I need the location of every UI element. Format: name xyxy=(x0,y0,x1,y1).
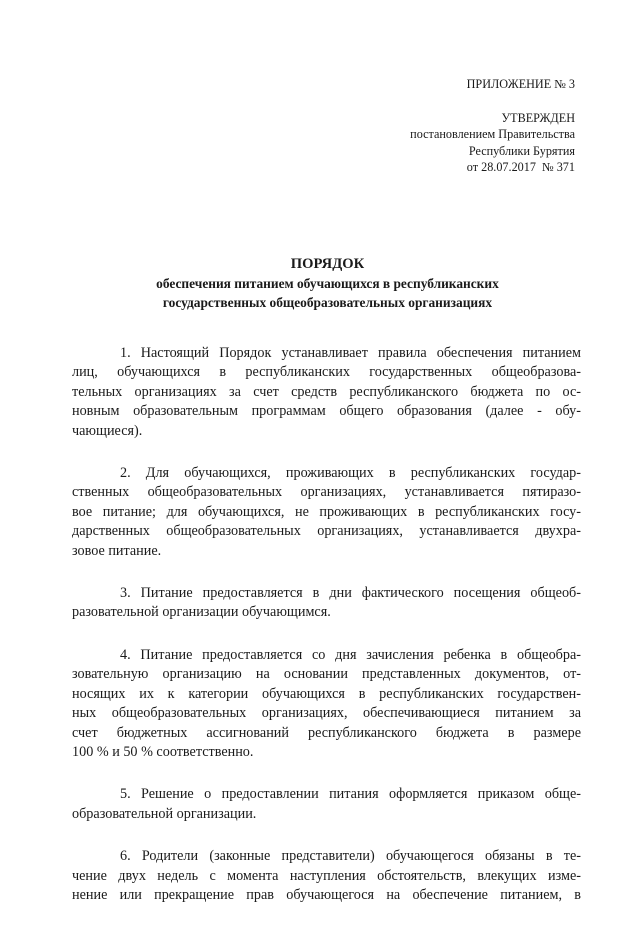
paragraph-2 xyxy=(72,464,581,561)
approval-line: УТВЕРЖДЕН xyxy=(501,111,575,125)
title-subtitle-line: обеспечения питанием обучающихся в республиканских xyxy=(156,276,499,291)
paragraph-1 xyxy=(72,344,581,441)
appendix-label: ПРИЛОЖЕНИЕ № 3 xyxy=(466,77,575,91)
text-line: 5. Решение о предоставлении питания оформляется приказом обще- xyxy=(120,786,581,803)
paragraph-3 xyxy=(72,584,581,623)
text-line: чающиеся). xyxy=(72,422,143,439)
document-title xyxy=(70,254,585,312)
text-line: 6. Родители (законные представители) обучающегося обязаны в те- xyxy=(120,848,581,865)
paragraph-6 xyxy=(72,847,581,905)
text-line: 4. Питание предоставляется со дня зачисления ребенка в общеобра- xyxy=(120,646,581,663)
document-body xyxy=(72,344,581,928)
text-line: 2. Для обучающихся, проживающих в республиканских государ- xyxy=(120,465,581,482)
paragraph-4 xyxy=(72,646,581,762)
text-line: 3. Питание предоставляется в дни фактического посещения общеоб- xyxy=(120,585,581,602)
text-line: нение или прекращение прав обучающегося на обеспечение питанием, в xyxy=(72,886,581,903)
text-line: зовательную организацию на основании представленных документов, от- xyxy=(72,666,581,683)
text-line: носящих их к категории обучающихся в республиканских государствен- xyxy=(72,685,581,702)
paragraph-5 xyxy=(72,785,581,824)
text-line: 1. Настоящий Порядок устанавливает правила обеспечения питанием xyxy=(120,345,581,361)
title-subtitle-line: государственных общеобразовательных организациях xyxy=(162,295,493,310)
text-line: дарственных общеобразовательных организациях, устанавливается двухра- xyxy=(72,523,581,540)
approval-block xyxy=(410,110,575,176)
text-line: счет бюджетных ассигнований республиканского бюджета в размере xyxy=(72,724,581,741)
text-line: ственных общеобразовательных организациях, устанавливается пятиразо- xyxy=(72,484,581,501)
text-line: чение двух недель с момента наступления обстоятельств, влекущих изме- xyxy=(72,867,581,884)
approval-line: постановлением Правительства xyxy=(410,127,575,142)
approval-line: Республики Бурятия xyxy=(468,143,575,158)
text-line: 100 % и 50 % соответственно. xyxy=(72,743,254,760)
text-line: ных общеобразовательных организациях, обеспечивающиеся питанием за xyxy=(72,705,581,722)
text-line: зовое питание. xyxy=(72,542,162,559)
text-line: вое питание; для обучающихся, не проживающих в республиканских госу- xyxy=(72,503,581,520)
text-line: тельных организациях за счет средств республиканского бюджета по ос- xyxy=(72,383,581,400)
approval-date-line: от 28.07.2017 № 371 xyxy=(466,160,575,175)
text-line: новным образовательным программам общего образования (далее - обу- xyxy=(72,403,581,420)
text-line: образовательной организации. xyxy=(72,805,257,822)
title-main: ПОРЯДОК xyxy=(290,256,365,272)
text-line: разовательной организации обучающимся. xyxy=(72,604,331,621)
text-line: лиц, обучающихся в республиканских государственных общеобразова- xyxy=(72,364,581,381)
